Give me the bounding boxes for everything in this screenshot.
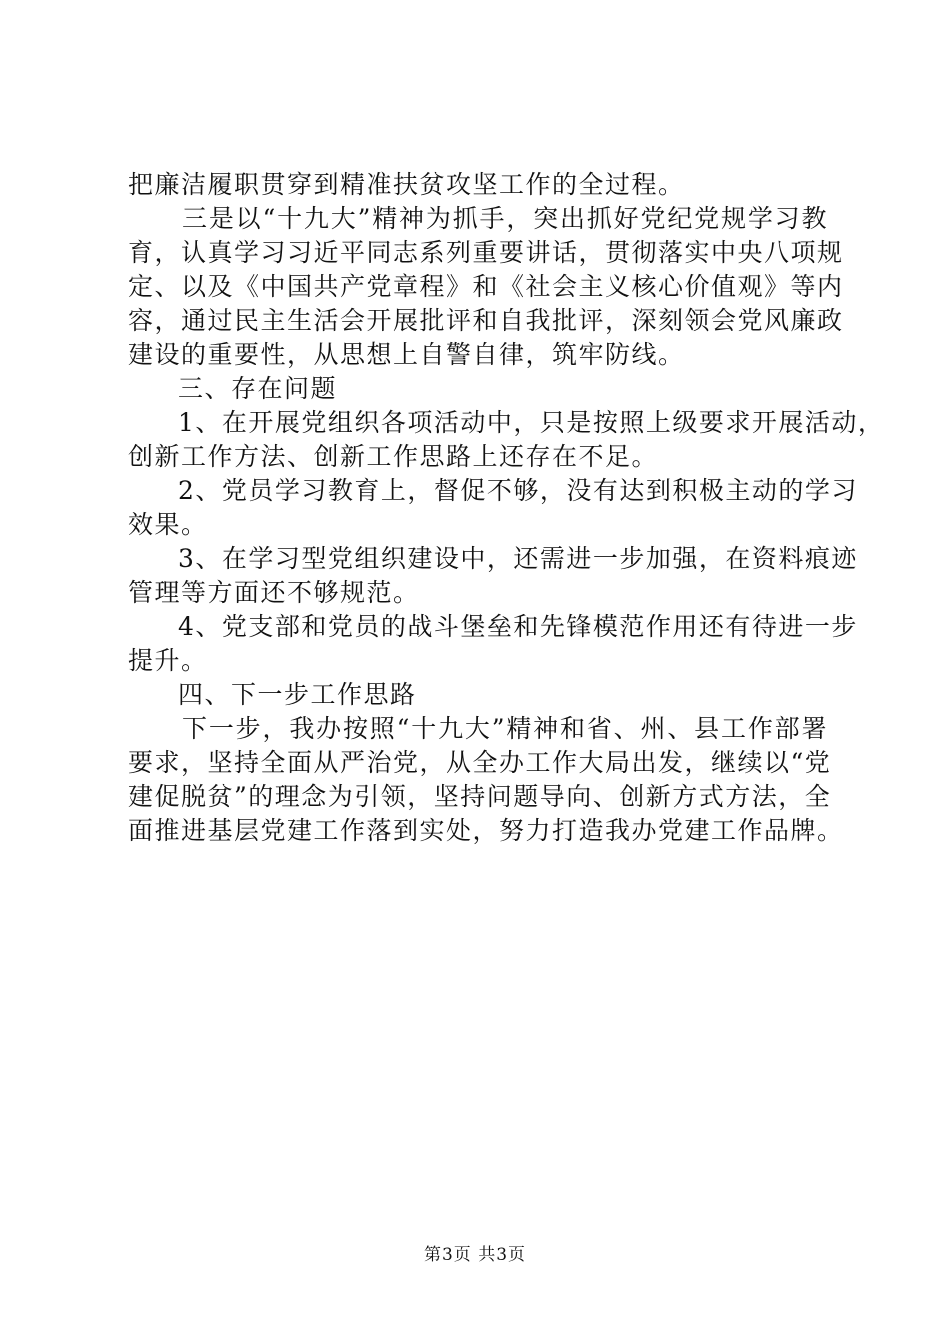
text-line: 管理等方面还不够规范。 [128,578,420,607]
text-line: 建促脱贫”的理念为引领，坚持问题导向、创新方式方法，全 [128,782,832,811]
text-line: 面推进基层党建工作落到实处，努力打造我办党建工作品牌。 [128,816,844,845]
text-line: 定、以及《中国共产党章程》和《社会主义核心价值观》等内 [128,272,844,301]
section-heading-problems: 三、存在问题 [178,374,338,403]
problem-item-1: 1、在开展党组织各项活动中，只是按照上级要求开展活动， [178,408,885,437]
text-line: 效果。 [128,510,208,539]
section-heading-next-steps: 四、下一步工作思路 [178,680,417,709]
text-line: 育，认真学习习近平同志系列重要讲话，贯彻落实中央八项规 [128,238,844,267]
next-steps-line-1: 下一步，我办按照“十九大”精神和省、州、县工作部署 [182,714,828,743]
document-body [128,168,885,848]
text-line: 容，通过民主生活会开展批评和自我批评，深刻领会党风廉政 [128,306,844,335]
paragraph-three-line-1: 三是以“十九大”精神为抓手，突出抓好党纪党规学习教 [182,204,828,233]
text-line: 要求，坚持全面从严治党，从全办工作大局出发，继续以“党 [128,748,832,777]
text-line: 把廉洁履职贯穿到精准扶贫攻坚工作的全过程。 [128,170,685,199]
text-line: 建设的重要性，从思想上自警自律，筑牢防线。 [128,340,685,369]
page-number-footer: 第3页 共3页 [423,1245,527,1265]
problem-item-4: 4、党支部和党员的战斗堡垒和先锋模范作用还有待进一步 [178,612,858,641]
problem-item-2: 2、党员学习教育上，督促不够，没有达到积极主动的学习 [178,476,858,505]
text-line: 提升。 [128,646,208,675]
text-line: 创新工作方法、创新工作思路上还存在不足。 [128,442,659,471]
problem-item-3: 3、在学习型党组织建设中，还需进一步加强，在资料痕迹 [178,544,858,573]
